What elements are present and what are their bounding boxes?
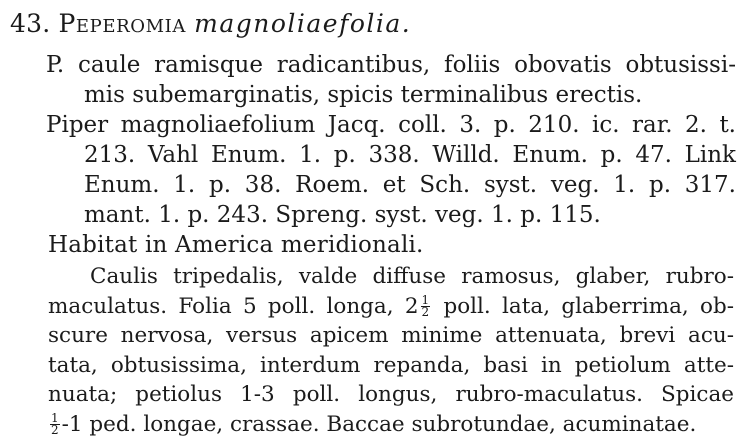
description-line: [48, 292, 734, 322]
fraction: [421, 295, 431, 318]
fraction-denominator: 2: [421, 307, 431, 318]
description-text: maculatus. Folia 5 poll. longa, 2: [48, 294, 419, 319]
fraction-denominator: 2: [50, 425, 60, 436]
diagnosis-line: mis subemarginatis, spicis terminalibus erectis.: [46, 80, 736, 110]
synonymy-line: Enum. 1. p. 38. Roem. et Sch. syst. veg. 1. p. 317.: [46, 170, 736, 200]
description-paragraph: [48, 262, 734, 439]
description-line: Caulis tripedalis, valde diffuse ramosus, glaber, rubro-: [48, 262, 734, 292]
description-line: nuata; petiolus 1-3 poll. longus, rubro-maculatus. Spicae: [48, 380, 734, 410]
entry-number: 43.: [10, 9, 50, 38]
species-heading: [10, 8, 411, 40]
diagnosis-paragraph: [46, 50, 736, 110]
species-epithet: magnoliaefolia.: [194, 9, 411, 38]
diagnosis-line: P. caule ramisque radicantibus, foliis obovatis obtusissi-: [46, 50, 736, 80]
description-line: scure nervosa, versus apicem minime attenuata, brevi acu-: [48, 321, 734, 351]
synonymy-paragraph: [46, 110, 736, 230]
synonymy-line: 213. Vahl Enum. 1. p. 338. Willd. Enum. p. 47. Link: [46, 140, 736, 170]
genus-name: Peperomia: [59, 9, 186, 38]
description-line: tata, obtusissima, interdum repanda, basi in petiolum atte-: [48, 351, 734, 381]
fraction-numerator: 1: [50, 413, 60, 425]
fraction: [50, 413, 60, 436]
description-line: [48, 410, 734, 439]
synonymy-line: Piper magnoliaefolium Jacq. coll. 3. p. 210. ic. rar. 2. t.: [46, 110, 736, 140]
description-text: -1 ped. longae, crassae. Baccae subrotundae, acuminatae.: [62, 412, 697, 437]
description-text: poll. lata, glaberrima, ob-: [432, 294, 734, 319]
synonymy-line: mant. 1. p. 243. Spreng. syst. veg. 1. p. 115.: [46, 200, 736, 230]
habitat-line: Habitat in America meridionali.: [48, 230, 424, 260]
fraction-numerator: 1: [421, 295, 431, 307]
